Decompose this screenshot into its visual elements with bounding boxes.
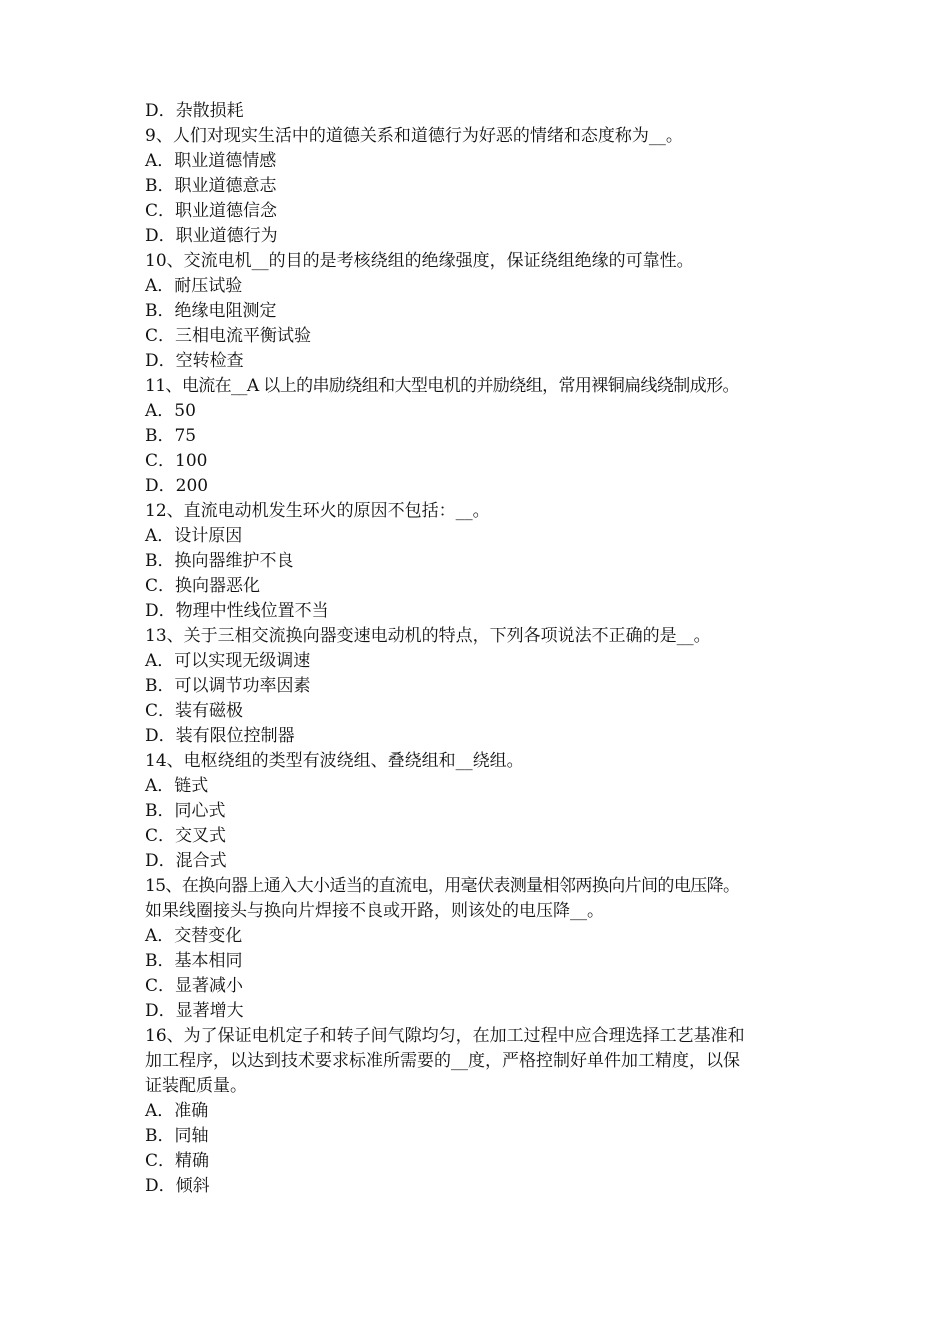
option-line: B．换向器维护不良 xyxy=(145,551,294,571)
option-line: B．绝缘电阻测定 xyxy=(145,301,277,321)
option-line: C．100 xyxy=(145,451,208,471)
option-line: B．75 xyxy=(145,426,197,446)
question-line: 9、人们对现实生活中的道德关系和道德行为好恶的情绪和态度称为__。 xyxy=(145,126,683,146)
option-line: A．设计原因 xyxy=(145,526,243,546)
question-line: 如果线圈接头与换向片焊接不良或开路，则该处的电压降__。 xyxy=(145,901,604,921)
option-line: D．职业道德行为 xyxy=(145,226,278,246)
option-line: C．交叉式 xyxy=(145,826,227,846)
option-line: A．准确 xyxy=(145,1101,209,1121)
question-line: 10、交流电机__的目的是考核绕组的绝缘强度，保证绕组绝缘的可靠性。 xyxy=(145,251,694,271)
option-line: B．可以调节功率因素 xyxy=(145,676,311,696)
question-line: 13、关于三相交流换向器变速电动机的特点，下列各项说法不正确的是__。 xyxy=(145,626,711,646)
question-line: 11、电流在__A 以上的串励绕组和大型电机的并励绕组，常用裸铜扁线绕制成形。 xyxy=(145,376,739,396)
question-line: 加工程序，以达到技术要求标准所需要的__度，严格控制好单件加工精度，以保 xyxy=(145,1051,740,1071)
document-page xyxy=(145,99,815,1199)
option-line: A．职业道德情感 xyxy=(145,151,277,171)
option-line: D．倾斜 xyxy=(145,1176,210,1196)
option-line: A．链式 xyxy=(145,776,209,796)
option-line: C．三相电流平衡试验 xyxy=(145,326,312,346)
question-line: 15、在换向器上通入大小适当的直流电，用毫伏表测量相邻两换向片间的电压降。 xyxy=(145,876,740,896)
option-line: D．显著增大 xyxy=(145,1001,244,1021)
question-line: 14、电枢绕组的类型有波绕组、叠绕组和__绕组。 xyxy=(145,751,524,771)
option-line: B．同轴 xyxy=(145,1126,209,1146)
option-line: A．交替变化 xyxy=(145,926,243,946)
option-line: C．装有磁极 xyxy=(145,701,244,721)
option-line: A．可以实现无级调速 xyxy=(145,651,311,671)
option-line: B．同心式 xyxy=(145,801,226,821)
option-line: A．耐压试验 xyxy=(145,276,243,296)
option-line: D．混合式 xyxy=(145,851,227,871)
option-line: C．职业道德信念 xyxy=(145,201,278,221)
option-line: C．显著减小 xyxy=(145,976,244,996)
option-line: D．200 xyxy=(145,476,209,496)
question-line: 证装配质量。 xyxy=(145,1076,247,1096)
option-line: C．精确 xyxy=(145,1151,210,1171)
option-line: B．职业道德意志 xyxy=(145,176,277,196)
option-line: D．装有限位控制器 xyxy=(145,726,295,746)
option-line: D．杂散损耗 xyxy=(145,101,244,121)
option-line: A．50 xyxy=(145,401,196,421)
question-line: 16、为了保证电机定子和转子间气隙均匀，在加工过程中应合理选择工艺基准和 xyxy=(145,1026,745,1046)
option-line: B．基本相同 xyxy=(145,951,243,971)
option-line: D．空转检查 xyxy=(145,351,244,371)
option-line: C．换向器恶化 xyxy=(145,576,261,596)
question-line: 12、直流电动机发生环火的原因不包括：__。 xyxy=(145,501,490,521)
option-line: D．物理中性线位置不当 xyxy=(145,601,329,621)
